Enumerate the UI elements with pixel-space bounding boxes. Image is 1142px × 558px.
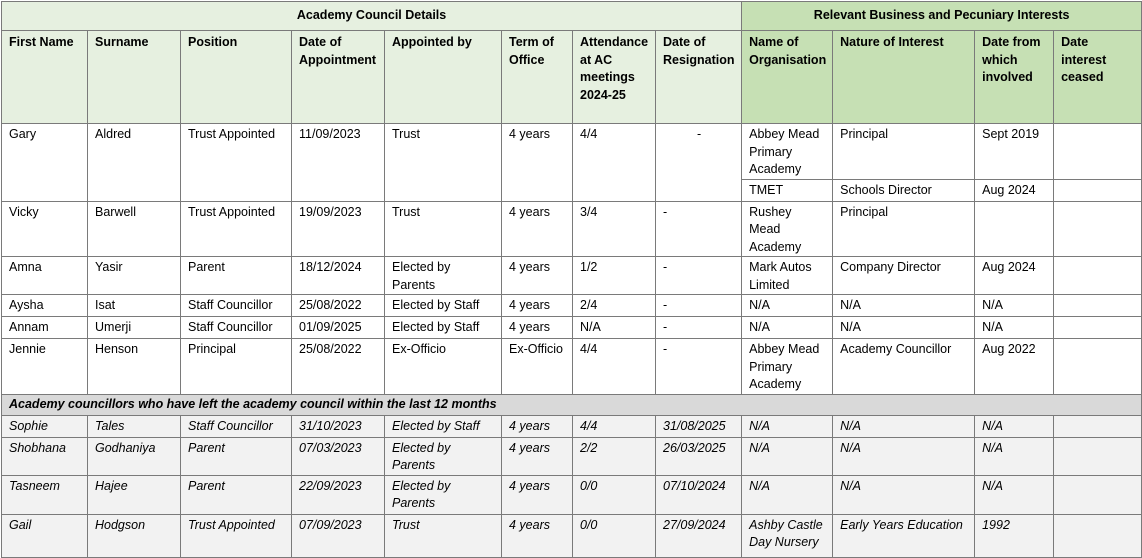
cell-organisation: Mark Autos Limited: [742, 257, 833, 295]
col-attendance: Attendance at AC meetings 2024-25: [573, 31, 656, 124]
cell-resignation: -: [656, 257, 742, 295]
cell-date-ceased: [1054, 339, 1142, 395]
table-row: [2, 124, 1142, 180]
cell-term: 4 years: [502, 124, 573, 202]
col-resignation: Date of Resignation: [656, 31, 742, 124]
cell-nature: N/A: [833, 437, 975, 475]
col-nature: Nature of Interest: [833, 31, 975, 124]
cell-attendance: 4/4: [573, 124, 656, 202]
cell-attendance: 4/4: [573, 339, 656, 395]
cell-date-from: N/A: [975, 295, 1054, 317]
cell-position: Parent: [181, 257, 292, 295]
cell-appointed-by: Trust: [385, 201, 502, 257]
group-header-council: Academy Council Details: [2, 2, 742, 31]
cell-appointed-by: Elected by Staff: [385, 415, 502, 437]
cell-resignation: -: [656, 295, 742, 317]
cell-date-appointment: 07/03/2023: [292, 437, 385, 475]
cell-date-ceased: [1054, 201, 1142, 257]
cell-surname: Isat: [88, 295, 181, 317]
cell-date-ceased: [1054, 317, 1142, 339]
cell-date-from: Aug 2024: [975, 257, 1054, 295]
col-date-from: Date from which involved: [975, 31, 1054, 124]
cell-date-appointment: 18/12/2024: [292, 257, 385, 295]
cell-resignation: 27/09/2024: [656, 514, 742, 557]
table-row-left: [2, 415, 1142, 437]
cell-attendance: 3/4: [573, 201, 656, 257]
cell-term: Ex-Officio: [502, 339, 573, 395]
cell-date-appointment: 01/09/2025: [292, 317, 385, 339]
cell-nature: Company Director: [833, 257, 975, 295]
cell-date-from: Sept 2019: [975, 124, 1054, 180]
cell-position: Staff Councillor: [181, 317, 292, 339]
cell-surname: Hajee: [88, 475, 181, 514]
cell-date-from: N/A: [975, 415, 1054, 437]
cell-date-appointment: 25/08/2022: [292, 295, 385, 317]
col-appointed-by: Appointed by: [385, 31, 502, 124]
cell-date-appointment: 22/09/2023: [292, 475, 385, 514]
academy-council-table: [1, 1, 1142, 558]
cell-date-ceased: [1054, 124, 1142, 180]
cell-position: Parent: [181, 475, 292, 514]
cell-attendance: 1/2: [573, 257, 656, 295]
cell-organisation: N/A: [742, 317, 833, 339]
cell-surname: Barwell: [88, 201, 181, 257]
cell-appointed-by: Elected by Parents: [385, 257, 502, 295]
cell-appointed-by: Elected by Parents: [385, 475, 502, 514]
cell-term: 4 years: [502, 317, 573, 339]
cell-position: Trust Appointed: [181, 124, 292, 202]
cell-position: Principal: [181, 339, 292, 395]
cell-term: 4 years: [502, 437, 573, 475]
cell-nature: N/A: [833, 415, 975, 437]
cell-resignation: -: [656, 317, 742, 339]
col-date-appointment: Date of Appointment: [292, 31, 385, 124]
cell-surname: Tales: [88, 415, 181, 437]
table-body: [2, 2, 1142, 558]
cell-date-ceased: [1054, 179, 1142, 201]
section-left-title: Academy councillors who have left the academy council within the last 12 months: [2, 394, 1142, 415]
col-date-ceased: Date interest ceased: [1054, 31, 1142, 124]
cell-surname: Godhaniya: [88, 437, 181, 475]
col-first-name: First Name: [2, 31, 88, 124]
col-term: Term of Office: [502, 31, 573, 124]
cell-nature: N/A: [833, 295, 975, 317]
cell-date-appointment: 07/09/2023: [292, 514, 385, 557]
cell-date-from: [975, 201, 1054, 257]
cell-nature: Principal: [833, 124, 975, 180]
cell-position: Staff Councillor: [181, 415, 292, 437]
cell-first-name: Gail: [2, 514, 88, 557]
cell-organisation: N/A: [742, 475, 833, 514]
cell-appointed-by: Elected by Staff: [385, 295, 502, 317]
table-row: [2, 257, 1142, 295]
cell-attendance: 0/0: [573, 514, 656, 557]
cell-organisation: Abbey Mead Primary Academy: [742, 339, 833, 395]
cell-nature: Early Years Education: [833, 514, 975, 557]
cell-nature: Principal: [833, 201, 975, 257]
cell-attendance: 2/2: [573, 437, 656, 475]
cell-term: 4 years: [502, 295, 573, 317]
cell-date-from: N/A: [975, 437, 1054, 475]
cell-surname: Yasir: [88, 257, 181, 295]
cell-position: Parent: [181, 437, 292, 475]
column-header-row: [2, 31, 1142, 124]
cell-term: 4 years: [502, 257, 573, 295]
cell-resignation: -: [656, 339, 742, 395]
cell-resignation: 31/08/2025: [656, 415, 742, 437]
cell-term: 4 years: [502, 415, 573, 437]
cell-date-ceased: [1054, 514, 1142, 557]
cell-date-appointment: 31/10/2023: [292, 415, 385, 437]
cell-date-from: N/A: [975, 475, 1054, 514]
cell-organisation: TMET: [742, 179, 833, 201]
table-row-left: [2, 475, 1142, 514]
cell-position: Trust Appointed: [181, 514, 292, 557]
table-row: [2, 339, 1142, 395]
cell-date-appointment: 25/08/2022: [292, 339, 385, 395]
cell-resignation: -: [656, 124, 742, 202]
cell-attendance: 0/0: [573, 475, 656, 514]
cell-date-appointment: 19/09/2023: [292, 201, 385, 257]
section-row: [2, 394, 1142, 415]
table-row: [2, 317, 1142, 339]
cell-date-appointment: 11/09/2023: [292, 124, 385, 202]
cell-organisation: N/A: [742, 295, 833, 317]
cell-position: Trust Appointed: [181, 201, 292, 257]
cell-first-name: Gary: [2, 124, 88, 202]
cell-attendance: N/A: [573, 317, 656, 339]
cell-date-from: 1992: [975, 514, 1054, 557]
cell-position: Staff Councillor: [181, 295, 292, 317]
cell-date-from: Aug 2022: [975, 339, 1054, 395]
cell-surname: Umerji: [88, 317, 181, 339]
table-row: [2, 201, 1142, 257]
table-row-left: [2, 514, 1142, 557]
cell-term: 4 years: [502, 201, 573, 257]
cell-organisation: N/A: [742, 437, 833, 475]
cell-term: 4 years: [502, 514, 573, 557]
cell-term: 4 years: [502, 475, 573, 514]
cell-appointed-by: Elected by Staff: [385, 317, 502, 339]
cell-first-name: Annam: [2, 317, 88, 339]
group-header-interests: Relevant Business and Pecuniary Interests: [742, 2, 1142, 31]
cell-resignation: -: [656, 201, 742, 257]
cell-date-ceased: [1054, 415, 1142, 437]
group-header-row: [2, 2, 1142, 31]
cell-appointed-by: Trust: [385, 124, 502, 202]
cell-first-name: Vicky: [2, 201, 88, 257]
cell-organisation: N/A: [742, 415, 833, 437]
cell-surname: Henson: [88, 339, 181, 395]
cell-nature: Academy Councillor: [833, 339, 975, 395]
cell-nature: N/A: [833, 317, 975, 339]
cell-date-ceased: [1054, 295, 1142, 317]
cell-date-ceased: [1054, 475, 1142, 514]
cell-organisation: Rushey Mead Academy: [742, 201, 833, 257]
cell-nature: N/A: [833, 475, 975, 514]
cell-nature: Schools Director: [833, 179, 975, 201]
cell-resignation: 26/03/2025: [656, 437, 742, 475]
cell-organisation: Ashby Castle Day Nursery: [742, 514, 833, 557]
cell-first-name: Amna: [2, 257, 88, 295]
cell-surname: Aldred: [88, 124, 181, 202]
cell-appointed-by: Ex-Officio: [385, 339, 502, 395]
cell-organisation: Abbey Mead Primary Academy: [742, 124, 833, 180]
table-row: [2, 295, 1142, 317]
cell-surname: Hodgson: [88, 514, 181, 557]
cell-date-ceased: [1054, 437, 1142, 475]
cell-attendance: 4/4: [573, 415, 656, 437]
cell-first-name: Shobhana: [2, 437, 88, 475]
cell-first-name: Sophie: [2, 415, 88, 437]
col-surname: Surname: [88, 31, 181, 124]
cell-appointed-by: Trust: [385, 514, 502, 557]
col-organisation: Name of Organisation: [742, 31, 833, 124]
cell-appointed-by: Elected by Parents: [385, 437, 502, 475]
cell-first-name: Tasneem: [2, 475, 88, 514]
cell-date-from: N/A: [975, 317, 1054, 339]
col-position: Position: [181, 31, 292, 124]
cell-first-name: Aysha: [2, 295, 88, 317]
cell-resignation: 07/10/2024: [656, 475, 742, 514]
table-row-left: [2, 437, 1142, 475]
cell-date-from: Aug 2024: [975, 179, 1054, 201]
cell-date-ceased: [1054, 257, 1142, 295]
cell-attendance: 2/4: [573, 295, 656, 317]
cell-first-name: Jennie: [2, 339, 88, 395]
